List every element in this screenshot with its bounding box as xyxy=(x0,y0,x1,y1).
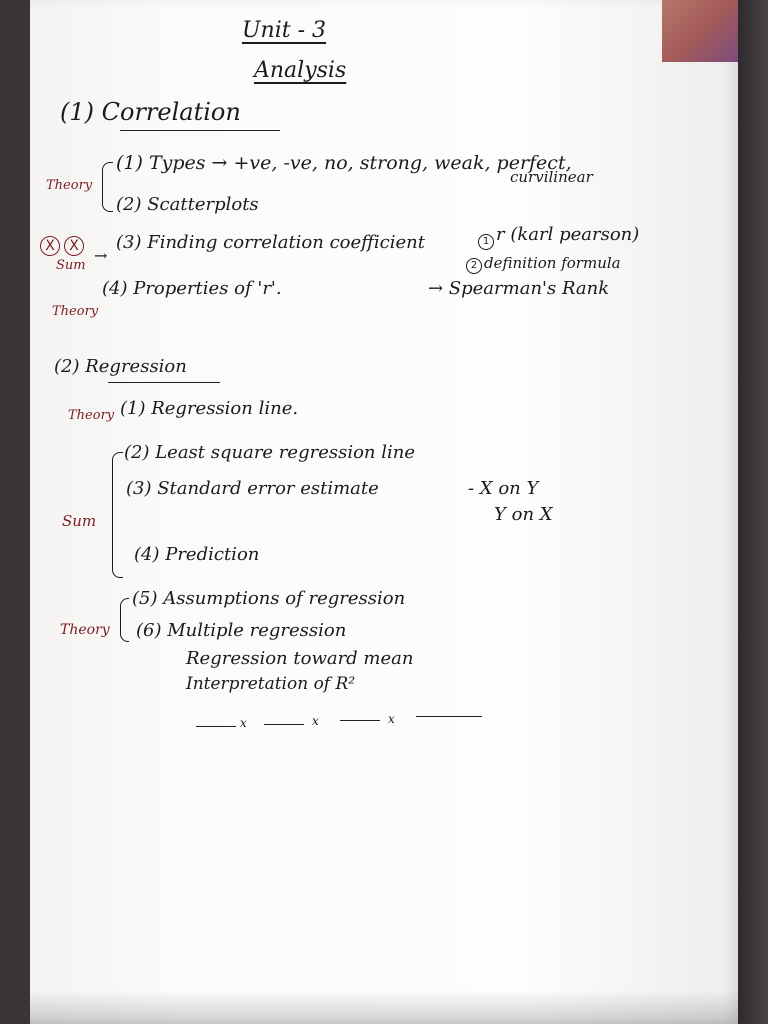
regression-underline xyxy=(108,382,220,383)
spearman-text: → Spearman's Rank xyxy=(428,278,610,299)
least-square-item: (2) Least square regression line xyxy=(124,442,415,463)
separator-x: x xyxy=(312,714,319,728)
karl-pearson-text: r (karl pearson) xyxy=(496,224,640,245)
page-shadow xyxy=(30,990,738,1024)
definition-formula-text: definition formula xyxy=(484,254,621,272)
theory-label: Theory xyxy=(46,178,93,193)
cross-circle-mark: X xyxy=(64,236,84,256)
toward-mean-item: Regression toward mean xyxy=(186,648,414,669)
theory-label: Theory xyxy=(52,304,99,319)
cross-circle-mark: X xyxy=(40,236,60,256)
background-corner xyxy=(662,0,738,62)
separator-line xyxy=(264,724,304,725)
multiple-regression-item: (6) Multiple regression xyxy=(136,620,347,641)
y-on-x-text: Y on X xyxy=(494,504,553,525)
sum-label: Sum xyxy=(62,512,97,530)
scatterplots-item: (2) Scatterplots xyxy=(116,194,259,215)
correlation-title: (1) Correlation xyxy=(60,98,241,126)
theory-label: Theory xyxy=(68,408,115,423)
background-edge xyxy=(738,0,768,1024)
separator-line xyxy=(340,720,380,721)
number-circle: 2 xyxy=(466,258,482,274)
number-circle: 1 xyxy=(478,234,494,250)
assumptions-item: (5) Assumptions of regression xyxy=(132,588,406,609)
interpretation-item: Interpretation of R² xyxy=(186,674,356,694)
separator-x: x xyxy=(388,712,395,726)
arrow-icon: → xyxy=(94,246,108,265)
separator-line xyxy=(196,726,236,727)
standard-error-item: (3) Standard error estimate xyxy=(126,478,379,499)
prediction-item: (4) Prediction xyxy=(134,544,260,565)
theory-label: Theory xyxy=(60,622,110,638)
x-on-y-text: - X on Y xyxy=(468,478,539,499)
theory-brace xyxy=(120,598,129,642)
sum-label: Sum xyxy=(56,258,86,273)
finding-item: (3) Finding correlation coefficient xyxy=(116,232,425,253)
curvilinear-text: curvilinear xyxy=(510,168,593,186)
regression-title: (2) Regression xyxy=(54,356,187,377)
properties-item: (4) Properties of 'r'. xyxy=(102,278,282,299)
types-item: (1) Types → +ve, -ve, no, strong, weak, perfect, xyxy=(116,152,572,174)
subject-heading: Analysis xyxy=(254,58,347,83)
regression-line-item: (1) Regression line. xyxy=(120,398,299,419)
separator-x: x xyxy=(240,716,247,730)
unit-heading: Unit - 3 xyxy=(242,18,327,43)
correlation-underline xyxy=(120,130,280,131)
separator-line xyxy=(416,716,482,717)
sum-brace xyxy=(112,452,123,578)
theory-brace xyxy=(102,162,113,212)
